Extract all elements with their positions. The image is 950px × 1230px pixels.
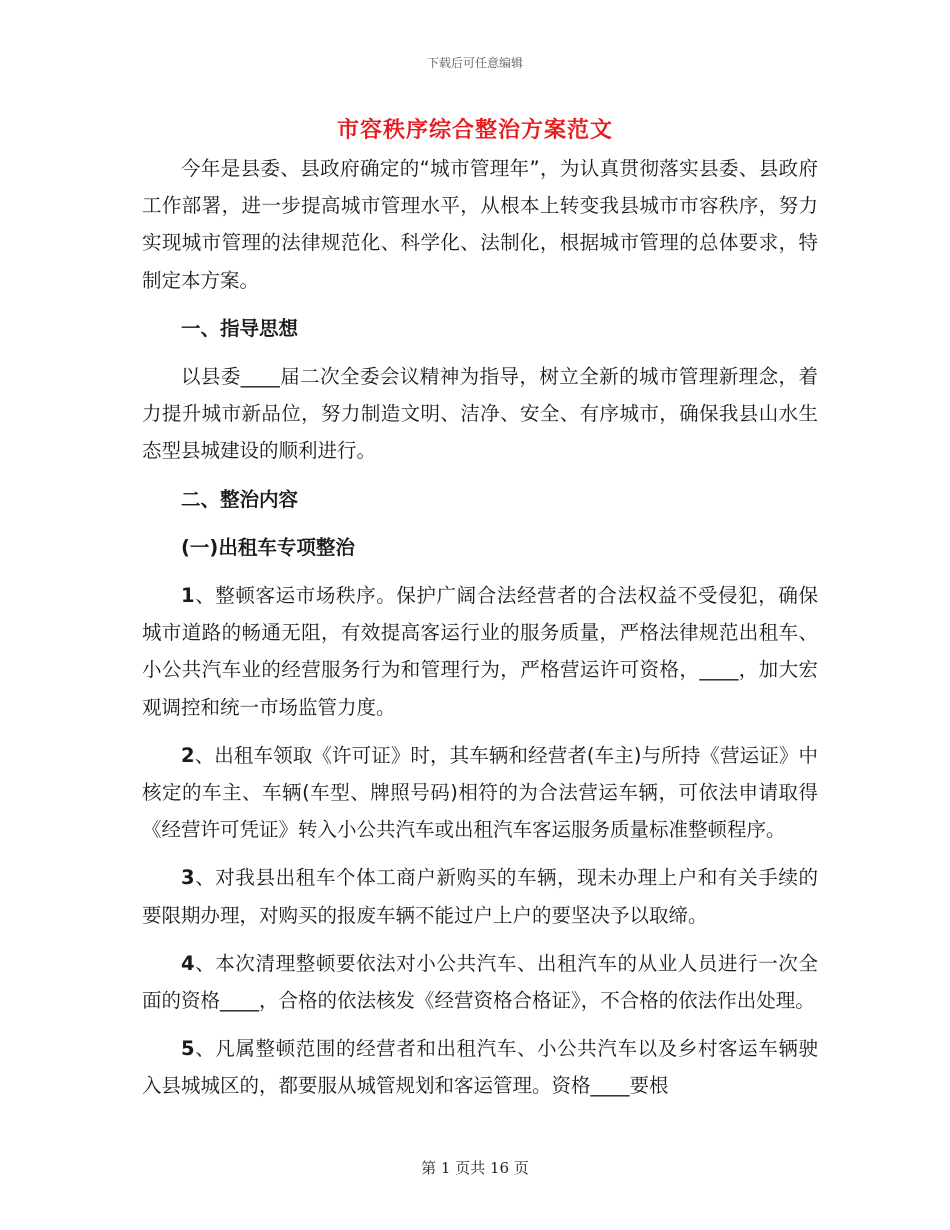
page-number: 第 1 页共 16 页	[421, 1159, 529, 1177]
item-text: 、出租车领取《许可证》时，其车辆和经营者(车主)与所持《营运证》中核定的车主、车辆(车型、牌照号码)相符的为合法营运车辆，可依法申请取得《经营许可凭证》转入小公共汽车或出租汽车客运服务质量标准整顿程序。	[142, 743, 818, 842]
item-number: 5	[181, 1037, 195, 1061]
item-text: 、对我县出租车个体工商户新购买的车辆，现未办理上户和有关手续的要限期办理，对购买的报废车辆不能过户上户的要坚决予以取缔。	[142, 866, 818, 927]
item-number: 1	[181, 584, 195, 608]
item-number: 3	[181, 866, 195, 890]
intro-paragraph: 今年是县委、县政府确定的“城市管理年”，为认真贯彻落实县委、县政府工作部署，进一步提高城市管理水平，从根本上转变我县城市市容秩序，努力实现城市管理的法律规范化、科学化、法制化，根据城市管理的总体要求，特制定本方案。	[142, 157, 818, 292]
section-heading-rectification-content: 二、整治内容	[181, 487, 299, 511]
item-text: 、凡属整顿范围的经营者和出租汽车、小公共汽车以及乡村客运车辆驶入县城城区的，都要服从城管规划和客运管理。资格____要根	[142, 1037, 818, 1098]
item-text: 、整顿客运市场秩序。保护广阔合法经营者的合法权益不受侵犯，确保城市道路的畅通无阻，有效提高客运行业的服务质量，严格法律规范出租车、小公共汽车业的经营服务行为和管理行为，严格营运许可资格，____，加大宏观调控和统一市场监管力度。	[142, 584, 818, 719]
item-number: 2	[181, 743, 195, 767]
guiding-ideology-paragraph: 以县委____届二次全委会议精神为指导，树立全新的城市管理新理念，着力提升城市新品位，努力制造文明、洁净、安全、有序城市，确保我县山水生态型县城建设的顺利进行。	[142, 365, 818, 463]
list-item	[142, 577, 818, 726]
document-body	[142, 150, 818, 1105]
list-item	[142, 945, 818, 1019]
subsection-heading-taxi: (一)出租车专项整治	[181, 535, 355, 559]
list-item	[142, 859, 818, 933]
header-note: 下载后可任意编辑	[426, 56, 523, 70]
item-text: 、本次清理整顿要依法对小公共汽车、出租汽车的从业人员进行一次全面的资格____，合格的依法核发《经营资格合格证》，不合格的依法作出处理。	[142, 951, 818, 1013]
list-item	[142, 737, 818, 849]
document-title: 市容秩序综合整治方案范文	[336, 118, 613, 143]
list-item	[142, 1030, 818, 1104]
section-heading-guiding-ideology: 一、指导思想	[181, 316, 299, 340]
item-number: 4	[181, 951, 195, 975]
